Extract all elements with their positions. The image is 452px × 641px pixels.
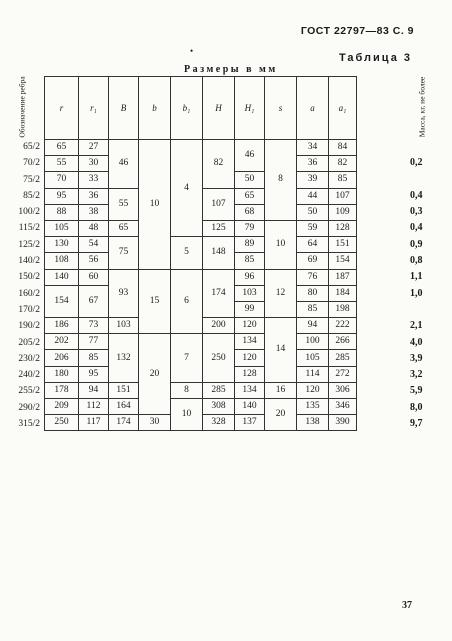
row-label: 230/2 [18,353,40,364]
row-label: 315/2 [18,419,40,430]
col-b: b [139,77,171,140]
designation-header: Обозначение ребра [18,76,28,138]
mass-value: 2,1 [410,320,423,332]
table-header-row [45,77,357,140]
row-label: 125/2 [18,239,40,250]
mass-value [408,172,438,188]
mass-value: 0,4 [410,222,423,234]
mass-value [408,302,438,318]
row-label: 290/2 [18,402,40,413]
row-label: 190/2 [18,321,40,332]
units-caption: Размеры в мм [184,64,278,75]
mass-value: 4,0 [410,336,423,348]
row-label: 160/2 [18,288,40,299]
mass-column [408,139,438,432]
table-row: 55 30 36 82 [45,156,357,172]
table-row: 180 95 128 114 272 [45,366,357,382]
mass-value: 0,2 [410,157,423,169]
mark-dot: • [190,46,194,56]
mass-value: 3,2 [410,369,423,381]
table-row: 130 54 75 5 148 89 64 151 [45,237,357,253]
row-label: 240/2 [18,370,40,381]
col-r1: r₁ [79,77,109,140]
row-labels [0,139,44,432]
mass-value: 0,4 [410,189,423,201]
row-label: 205/2 [18,337,40,348]
row-label: 150/2 [18,272,40,283]
table-label: Таблица 3 [338,52,412,64]
mass-value [408,139,438,155]
table-row: 209 112 164 10 308 140 20 135 346 [45,399,357,415]
col-r: r [45,77,79,140]
col-a: a [297,77,329,140]
col-b1: b₁ [171,77,203,140]
col-a1: a₁ [329,77,357,140]
mass-value: 5,9 [410,385,423,397]
row-label: 100/2 [18,207,40,218]
page-number: 37 [402,600,412,611]
row-label: 255/2 [18,386,40,397]
col-B: B [109,77,139,140]
mass-value: 0,9 [410,238,423,250]
mass-value: 0,3 [410,206,423,218]
col-H: H [203,77,235,140]
row-label: 85/2 [23,190,40,201]
row-label: 140/2 [18,256,40,267]
table-row: 88 38 68 50 109 [45,204,357,220]
row-label: 75/2 [23,174,40,185]
table-row: 108 56 85 69 154 [45,253,357,269]
table-row: 70 33 50 39 85 [45,172,357,188]
table-row: 206 85 120 105 285 [45,350,357,366]
row-label: 170/2 [18,304,40,315]
row-label: 115/2 [18,223,40,234]
table-row: 65 27 46 10 4 82 46 8 34 84 [45,140,357,156]
table-row: 186 73 103 200 120 14 94 222 [45,318,357,334]
row-label: 65/2 [23,142,40,152]
table-row: 140 60 93 15 6 174 96 12 76 187 [45,269,357,285]
col-H1: H₁ [235,77,265,140]
mass-value: 3,9 [410,352,423,364]
mass-value: 1,1 [410,271,423,283]
mass-value: 9,7 [410,418,423,430]
table-row: 154 67 103 80 184 [45,285,357,301]
col-s: s [265,77,297,140]
table-row: 202 77 132 20 7 250 134 100 266 [45,334,357,350]
table-row: 99 85 198 [45,301,357,317]
mass-value: 1,0 [410,287,423,299]
table-row: 250 117 174 30 328 137 138 390 [45,415,357,431]
dimensions-table [44,76,357,431]
table-row: 105 48 65 125 79 10 59 128 [45,220,357,236]
mass-value: 0,8 [410,255,423,267]
row-label: 70/2 [23,158,40,169]
mass-value: 8,0 [410,401,423,413]
mass-header: Масса, кг, не более [417,76,427,138]
table-row: 95 36 55 107 65 44 107 [45,188,357,204]
document-header: ГОСТ 22797—83 С. 9 [300,25,414,37]
table-row: 178 94 151 8 285 134 16 120 306 [45,382,357,398]
